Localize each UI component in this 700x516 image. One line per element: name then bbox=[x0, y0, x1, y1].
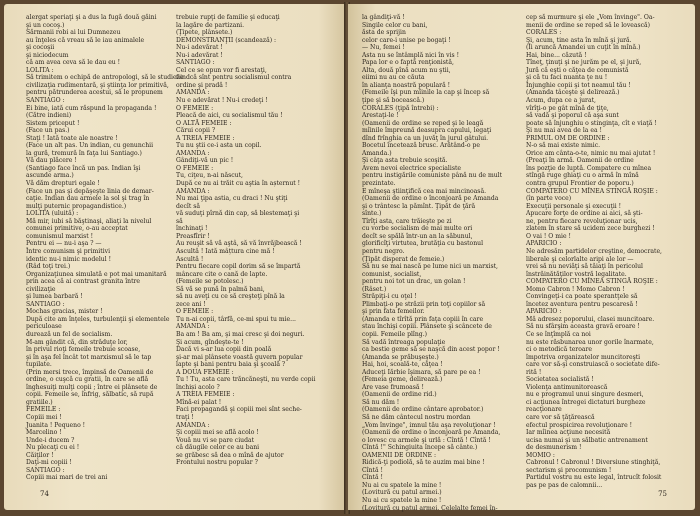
text-line: Gândiţi-vă un pic ! bbox=[176, 157, 234, 165]
left-column-2 bbox=[176, 14, 314, 467]
text-line: traţi ! bbox=[176, 413, 194, 421]
text-line: caţie. Indian dau armele la sol şi trag în bbox=[26, 195, 150, 203]
text-line: comunei primitive, o-au acceptat bbox=[26, 225, 128, 233]
text-line: Ne adresăm partidelor creştine, democrate, bbox=[526, 247, 662, 255]
text-line: Sărmanii robi ai lui Dumnezeu bbox=[26, 29, 121, 37]
text-line: Faci propagandă şi copiii mei sînt seche- bbox=[176, 406, 302, 414]
text-line: prin acea că ai contrast granita între bbox=[26, 278, 141, 286]
text-line: AMANDA : bbox=[176, 323, 210, 331]
text-line: să vadă şi poporul că aşa sunt bbox=[526, 112, 619, 120]
text-line: AMANDA : bbox=[176, 149, 210, 157]
text-line: civilizaţia rudimentară, şi ştiinţa lor primitivă, bbox=[26, 81, 169, 89]
right-page bbox=[348, 4, 695, 510]
left-page bbox=[4, 4, 346, 510]
text-line: Ridică-ţi podiolă, să te auzim mai bine ! bbox=[362, 459, 485, 467]
text-line: dînd frînghia ca un juvăţ în jurul gâtului. bbox=[362, 134, 489, 142]
text-line: Copiii mei ! bbox=[26, 413, 62, 421]
text-line: care vor să-şi construiască o societate dife- bbox=[526, 361, 660, 369]
text-line: (Face un pas.) bbox=[26, 127, 70, 135]
text-line: pentru noi tot un drac, un golan ! bbox=[362, 278, 466, 286]
text-line: Mînă-ei palat ! bbox=[176, 398, 222, 406]
text-line: Momo Cabron ! Momo Cabron ! bbox=[526, 285, 625, 293]
text-line: Juanita ! Pequeno ! bbox=[26, 421, 86, 429]
text-line: Cîntă !" Schingiuita începe să cânte.) bbox=[362, 444, 478, 452]
text-line: O FEMEIE : bbox=[176, 308, 214, 316]
text-line: (Amanda se prăbuşeşte.) bbox=[362, 353, 439, 361]
text-line: OAMENII DE ORDINE : bbox=[362, 451, 437, 459]
text-line: Au reuşit să vă aştâ, să vă învrăjbească ! bbox=[176, 240, 302, 248]
text-line: Tu, ciţeu, n-ai născut, bbox=[176, 172, 243, 180]
text-line: pas pe pas de calomnii... bbox=[526, 481, 603, 489]
text-line: ci acţiunea întregei dictaturi burgheze bbox=[526, 398, 646, 406]
text-line: Hai, bine... căzută ! bbox=[526, 51, 587, 59]
text-line: SANTIAGO : bbox=[26, 97, 65, 105]
text-line: COMPATERO CU MÎNEA STINGĂ ROŞIE : bbox=[526, 278, 658, 286]
text-line: Aduceţi Iărbie îşimara, să pare pe ea ! bbox=[362, 368, 481, 376]
text-line: închinaţi ! bbox=[176, 225, 208, 233]
text-line: Marcelino ! bbox=[26, 429, 62, 437]
text-line: copii. Femeile plîng.) bbox=[362, 330, 428, 338]
text-line: înghesuiţi mulţi copii ; între ei plânsete de bbox=[26, 383, 158, 391]
text-line: DEMONSTRANŢII (scandează) : bbox=[176, 36, 277, 44]
text-line: pentru negro. bbox=[362, 247, 405, 255]
text-line: Nu ai cu spatele la mine ! bbox=[362, 497, 442, 504]
text-line: o lovesc cu armele şi urlă : Cîntă ! Cîntă ! bbox=[362, 436, 491, 444]
text-line: Alta, două pînă acum nu ştii, bbox=[362, 66, 451, 74]
right-page-number: 75 bbox=[658, 490, 667, 498]
text-line: Tîrîţi asta, care trăieşte pe zi bbox=[362, 217, 452, 225]
text-line: Vă dăm drepturi egale ! bbox=[26, 180, 100, 188]
text-line: tupilate. bbox=[26, 361, 52, 369]
text-line: Acum, dupa ce a jurat, bbox=[526, 97, 596, 105]
text-line: şi cocoşii bbox=[26, 44, 55, 52]
text-line: Mă adresez poporului, clasei muncitoare. bbox=[526, 315, 655, 323]
text-line: Nu-i adevărat ! bbox=[176, 44, 223, 52]
text-line: (Femeia geme, delirează.) bbox=[362, 376, 443, 384]
text-line: durează un fel de socialism. bbox=[26, 330, 113, 338]
text-line: Căiţilor ! bbox=[26, 451, 54, 459]
text-line: şi-ar mai plânsete voastă guvern popular bbox=[176, 353, 303, 361]
text-line: Şi câţa asta trebuie scoşită. bbox=[362, 157, 448, 165]
text-line: şi o trântesc la pămînt. Ţipăt de ţără bbox=[362, 202, 476, 210]
text-line: O ALTĂ FEMEIE : bbox=[176, 119, 232, 127]
text-line: îns pozţie de luptă. Compatere cu mînea bbox=[526, 164, 652, 172]
left-column-1 bbox=[26, 14, 184, 482]
text-line: Singile celor cu bani, bbox=[362, 21, 428, 29]
text-line: Tu n-ai copii, târfă, ce-mi spui tu mie... bbox=[176, 315, 296, 323]
text-line: Şi, acum, tine asta în mînă şi jură. bbox=[526, 36, 632, 44]
text-line: şi că tu faci nuanta ţe nu ! bbox=[526, 74, 608, 82]
text-line: SANTIAGO : bbox=[176, 59, 215, 67]
text-line: Şi nu mai avea de la ea ! bbox=[526, 127, 602, 135]
text-line: AMANDA : bbox=[176, 421, 210, 429]
text-line: ne, pentru fiecare revoluţionar ucis, bbox=[526, 217, 638, 225]
text-line: Între comunism şi primitivi bbox=[26, 247, 111, 255]
text-line: Organizaţiunea simulată e pot mai umanitară bbox=[26, 270, 167, 278]
text-line: alergat speriaţi şi a dus la fugă două găini bbox=[26, 14, 157, 21]
text-line: Cabronul ! Cabronul ! Diversiune stinghiţă, bbox=[526, 459, 661, 467]
text-line: prezintate. bbox=[362, 180, 396, 188]
text-line: Mochas gracias, mister ! bbox=[26, 308, 103, 316]
text-line: să nu aveţi cu ce să creşteţi pînă la bbox=[176, 293, 285, 301]
text-line: menii de ordine se reped să le lovească) bbox=[526, 21, 651, 29]
text-line: Frontului nostru popular ? bbox=[176, 459, 258, 467]
text-line: cu vorbe socialism de mai multe ori bbox=[362, 225, 473, 233]
text-line: să bbox=[176, 217, 183, 225]
text-line: PRIMUL OM DE ORDINE : bbox=[526, 134, 610, 142]
text-line: ţipe şi să bocească.) bbox=[362, 97, 425, 105]
text-line: Violenţa antimunitorească bbox=[526, 383, 608, 391]
text-line: Sistem priceput ! bbox=[26, 119, 80, 127]
text-line: Nu ai cu spatele la mine ! bbox=[362, 481, 442, 489]
text-line: pentru pătrunderea acestui, să le propunem bbox=[26, 89, 163, 97]
text-line: (Femeile se potolesc.) bbox=[176, 278, 244, 286]
text-line: stîngă ruge ghiaţi cu o armă în mînă bbox=[526, 172, 639, 180]
text-line: mâncare cite o cană de lapte. bbox=[176, 270, 268, 278]
text-line: încetez aventura pentru pescaresă ! bbox=[526, 300, 638, 308]
text-line: civilizaţie bbox=[26, 285, 56, 293]
text-line: (Oamenii de ordine rid.) bbox=[362, 391, 437, 399]
text-line: periculoase bbox=[26, 323, 62, 331]
text-line: După cite am înţeles, turbulenţii şi elementele bbox=[26, 315, 170, 323]
text-line: vrei să nu neviăţi să tăiaţi în pericolul bbox=[526, 263, 644, 271]
text-line: O vai ! O mie ! bbox=[526, 232, 571, 240]
text-line: CORALES : bbox=[526, 29, 562, 37]
text-line: în alianţa noastră populară ! bbox=[362, 81, 451, 89]
text-line: Cel ce se opun vor fi arestaţi, bbox=[176, 66, 267, 74]
text-line: LOLITA (uluită) : bbox=[26, 210, 79, 218]
text-line: (Prin mersi trece, împinsă de Oamenii de bbox=[26, 368, 154, 376]
text-line: stau închişi copiii. Plânsete şi scâncete de bbox=[362, 323, 492, 331]
text-line: A DOUA FEMEIE : bbox=[176, 368, 234, 376]
text-line: LOLITA : bbox=[26, 66, 54, 74]
text-line: (Face un alt pas. Un indian, cu genunchii bbox=[26, 142, 154, 150]
text-line: nu este răsbunarea unor gorile înarmate, bbox=[526, 338, 654, 346]
text-line: Să ne dăm cântecul nostru mordan bbox=[362, 413, 471, 421]
text-line: Papa lor e o faptă renţionistă, bbox=[362, 59, 454, 67]
text-line: CORALES (ţipă întrebi) : bbox=[362, 104, 439, 112]
text-line: (Îi aruncă Amandei un cuţit în mînă.) bbox=[526, 44, 641, 52]
text-line: Tu ! Tu, asta care trăncăneşti, nu verde copii bbox=[176, 376, 316, 384]
text-line: în privul rioţi femeile trebuie scoase, bbox=[26, 346, 141, 354]
text-line: (Râd toţi trei.) bbox=[26, 263, 71, 271]
text-line: Are vase frumoasă ! bbox=[362, 383, 424, 391]
text-line: glorificîţi virtutea, brutăţia cu bastonul bbox=[362, 240, 484, 248]
text-line: vîrîţi-o pe gât mînă de ţiţe, bbox=[526, 104, 609, 112]
text-line: liberale şi celorlalte aripi ale lor — bbox=[526, 255, 634, 263]
text-line: fiindcă sînt pentru socialismul contra bbox=[176, 74, 292, 82]
text-line: Să nu dăm ! bbox=[362, 398, 400, 406]
text-line: SANTIAGO : bbox=[26, 300, 65, 308]
text-line: ucisa numai şi un sălbatic antrenament bbox=[526, 436, 648, 444]
text-line: Avem nevoi electrice specialiste bbox=[362, 164, 461, 172]
text-line: (Către indieni) bbox=[26, 112, 72, 120]
text-line: Jură că eşti o căţea de comunistă bbox=[526, 66, 629, 74]
text-line: vă suduţi pîrnă din cap, să blestemaţi şi bbox=[176, 210, 300, 218]
text-line: că am avea ceva să le dau eu ! bbox=[26, 59, 121, 67]
text-line: Ce se înţîmplă ca noi bbox=[526, 330, 591, 338]
text-line: trebuie rupţi de familie şi educaţi bbox=[176, 14, 280, 21]
text-line: lapte şi bani pentru baia şi şcoală ? bbox=[176, 361, 286, 369]
text-line: sînte.) bbox=[362, 210, 382, 218]
text-line: Tu nu ştii ce-i asta un copil. bbox=[176, 142, 262, 150]
text-line: zlatem în stare să ucidem zece burghezi ! bbox=[526, 225, 655, 233]
text-line: Străpiţi-i cu oţel ! bbox=[362, 293, 417, 301]
text-line: Nu plecaţi cu ei ! bbox=[26, 444, 80, 452]
text-line: Bocetul încetează brusc. Arătând-o pe bbox=[362, 142, 480, 150]
right-column-2 bbox=[526, 14, 664, 489]
text-line: (Oamenii de ordine o înconjoară pe Amanda bbox=[362, 195, 499, 203]
text-line: Să vadă întreaga populaţie bbox=[362, 338, 446, 346]
text-line: Să trimitem o echipă de antropologi, să le studieze bbox=[26, 74, 184, 82]
text-line: (Ţipete, plânsete.) bbox=[176, 29, 233, 37]
text-line: (Preaţi în armă. Oamenii de ordine bbox=[526, 157, 634, 165]
text-line: Apucare forţe de ordine ai aici, să şti- bbox=[526, 210, 643, 218]
text-line: Daţi-mi copiii ! bbox=[26, 459, 72, 467]
text-line: reacţionare bbox=[526, 406, 562, 414]
text-line: Iar mîinea acţiune necesită bbox=[526, 429, 611, 437]
text-line: (Oamenii de ordine se reped şi le leagă bbox=[362, 119, 484, 127]
text-line: sectarism şi procomunism ! bbox=[526, 466, 612, 474]
text-line: (Face un pas şi depăşeşte linia de demar- bbox=[26, 187, 154, 195]
text-line: ăsta de sprijin bbox=[362, 29, 406, 37]
text-line: Cărui copii ? bbox=[176, 127, 216, 135]
text-line: SANTIAGO : bbox=[26, 466, 65, 474]
text-line: Să nu se mai nască pe lume nici un marxist, bbox=[362, 263, 498, 271]
text-line: Arestaţi-le ! bbox=[362, 112, 399, 120]
text-line: mulţi puternic propagandistice.) bbox=[26, 202, 127, 210]
text-line: Şi acum, gîndeşte-te ! bbox=[176, 338, 244, 346]
text-line: A TREIA FEMEIE : bbox=[176, 134, 235, 142]
text-line: pentru instigările comuniste până nu de mult bbox=[362, 172, 503, 180]
text-line: Nu mai ţipa astia, cu draci ! Nu ştiţi bbox=[176, 195, 288, 203]
text-line: Unde-i ducem ? bbox=[26, 436, 75, 444]
text-line: Să nu sfârşim aceasta gravă eroare ! bbox=[526, 323, 640, 331]
text-line: COMPATERO CU MÎNEA STINGĂ ROŞIE : bbox=[526, 187, 658, 195]
text-line: Vouă nu vi se pare ciudat bbox=[176, 436, 255, 444]
text-line: AMANDA : bbox=[176, 89, 210, 97]
text-line: Amanda.) bbox=[362, 149, 392, 157]
text-line: Cîntă ! bbox=[362, 466, 384, 474]
text-line: Pentru fiecare copil dorim să se împartă bbox=[176, 263, 301, 271]
text-line: Pleacă de aici, cu socialismul tău ! bbox=[176, 112, 283, 120]
text-line: — Nu, femei ! bbox=[362, 44, 405, 52]
text-line: Plimbaţi-o pe străzii prin toţi copiilor să bbox=[362, 300, 486, 308]
text-line: (Femeile îşi pun mîinile la cap şi încep să bbox=[362, 89, 490, 97]
text-line: MOMIO : bbox=[526, 451, 555, 459]
text-line: (Oamenii de ordine o înconjoară pe Amanda, bbox=[362, 429, 501, 437]
text-line: şi un cocoş.) bbox=[26, 21, 65, 29]
text-line: N-o să mai existe nimic. bbox=[526, 142, 601, 150]
text-line: O FEMEIE : bbox=[176, 164, 214, 172]
text-line: Execuţii personale şi execuţii ! bbox=[526, 202, 622, 210]
text-line: ordine, o cuşcă cu gratii, în care se află bbox=[26, 376, 149, 384]
text-line: Hai, hoi, scoală-te, căţea ! bbox=[362, 361, 443, 369]
text-line: Ascultă ! Iată mâțtura cine mă ! bbox=[176, 247, 275, 255]
text-line: Şi copiii mei se află acolo ! bbox=[176, 429, 259, 437]
text-line: şi în aşa fel încât tot marxismul să le tap bbox=[26, 353, 152, 361]
text-line: şi lumea barbară ! bbox=[26, 293, 83, 301]
text-line: împotriva organizatelor muncitoreşti bbox=[526, 353, 641, 361]
text-line: înstrăinătăţilor vostră legalitate. bbox=[526, 270, 627, 278]
text-line: poate să înjunghiu o stinginţa, cît e viaţă ! bbox=[526, 119, 657, 127]
text-line: A TREIA FEMEIE : bbox=[176, 391, 235, 399]
text-line: (Santiago face încă un pas. Indian îşi bbox=[26, 164, 141, 172]
text-line: Staţi ! Iată toate ale noastre ! bbox=[26, 134, 118, 142]
text-line: APARICIO : bbox=[526, 240, 562, 248]
text-line: Copiii mai mari de trei ani bbox=[26, 474, 108, 482]
text-line: şi niciodecum bbox=[26, 51, 69, 59]
text-line: Convingeţi-i ca poate sperantţele să bbox=[526, 293, 638, 301]
text-line: Asta nu se întâmplă nici în vis ! bbox=[362, 51, 460, 59]
text-line: Mă mir, iubi să băştinaşi, aliaţi la nivelul bbox=[26, 217, 152, 225]
text-line: FEMEILE : bbox=[26, 406, 61, 414]
text-line: identic nu-i nimic modelul ! bbox=[26, 255, 112, 263]
text-line: de desmunerism ! bbox=[526, 444, 582, 452]
text-line: că dăugile celor ce au bani bbox=[176, 444, 260, 452]
text-line: (Amanda tâceşte şi delirează.) bbox=[526, 89, 620, 97]
text-line: Vă dau plăcere ! bbox=[26, 157, 77, 165]
text-line: comunismul marxist ! bbox=[26, 232, 94, 240]
text-line: închiși acolo ? bbox=[176, 383, 220, 391]
text-line: decît să bbox=[176, 202, 201, 210]
text-line: au înţeles că vreau să le iau animalele bbox=[26, 36, 145, 44]
text-line: eiimi nu au ce căuta bbox=[362, 74, 425, 82]
text-line: „Vom învinge", imnul tău aşa revoluţionar ! bbox=[362, 421, 496, 429]
text-line: contra grupul Frontier de poporu.) bbox=[526, 180, 634, 188]
text-line: care vor să ţăţărească bbox=[526, 413, 595, 421]
text-line: O FEMEIE : bbox=[176, 104, 214, 112]
text-line: (Lovitură cu patul armei.) bbox=[362, 489, 442, 497]
text-line: ci o metodică teroare bbox=[526, 346, 593, 354]
text-line: comunist, socialist, bbox=[362, 270, 422, 278]
text-line: Nu-i adevărat ! bbox=[176, 51, 223, 59]
text-line: (Ţipăt disperat de femeie.) bbox=[362, 255, 445, 263]
text-line: se grăbesc să dea o mînă de ajutor bbox=[176, 451, 284, 459]
text-line: Ascultă ! bbox=[176, 255, 204, 263]
text-line: (Râset.) bbox=[362, 285, 387, 293]
text-line: Tîneţ, ţinuţi şi ne jurăm pe el, şi jură, bbox=[526, 59, 642, 67]
text-line: nu e programul unui singure desmeri, bbox=[526, 391, 644, 399]
text-line: Pentru ei — nu-i aşa ? — bbox=[26, 240, 102, 248]
text-line: Societatea socialistă ! bbox=[526, 376, 594, 384]
text-line: După ce nu ai trăit cu aştia în așternut ! bbox=[176, 180, 301, 188]
text-line: celor care-i unise pe bogaţi ! bbox=[362, 36, 451, 44]
text-line: şi prin fata femeilor. bbox=[362, 308, 425, 316]
text-line: Înjunghie copii şi tot neamul tău ! bbox=[526, 81, 631, 89]
text-line: efectul prospicirea revoluţionare ! bbox=[526, 421, 633, 429]
text-line: (în parte voce) bbox=[526, 195, 572, 203]
text-line: Cîntă ! bbox=[362, 474, 384, 482]
text-line: (Lovitură cu patul armei. Celelalte femei în- bbox=[362, 504, 498, 512]
text-line: rită ! bbox=[526, 368, 542, 376]
text-line: (Amanda e tîrîtă prin faţa copiii în care bbox=[362, 315, 484, 323]
text-line: Să vă se pună în palmă bani, bbox=[176, 285, 265, 293]
text-line: APARICIO : bbox=[526, 308, 562, 316]
text-line: la gură, tremură în faţa lui Santiago.) bbox=[26, 149, 142, 157]
text-line: ascunde arma.) bbox=[26, 172, 74, 180]
text-line: Preasfîrir ! bbox=[176, 232, 210, 240]
text-line: Nu e adevărat ! Nu-i credeţi ! bbox=[176, 97, 268, 105]
text-line: ordine şi pradă ! bbox=[176, 81, 228, 89]
text-line: decît se spălă într-un an la săbunul, bbox=[362, 232, 473, 240]
text-line: AMANDA : bbox=[176, 187, 210, 195]
text-line: Partidul vostru nu este legal, întrucît folosit bbox=[526, 474, 662, 482]
text-line: M-am gândit că, din străduţe lor, bbox=[26, 338, 128, 346]
text-line: la lagăre de partizani. bbox=[176, 21, 245, 29]
text-line: gratiile.) bbox=[26, 398, 53, 406]
text-line: zece ani ! bbox=[176, 300, 206, 308]
text-line: la gândiţi-vă ! bbox=[362, 14, 405, 21]
text-line: Ei bine, iată cum răspund la propaganda ! bbox=[26, 104, 157, 112]
text-line: copii. Femeile se, înfrig, sălbatic, să rupă bbox=[26, 391, 154, 399]
text-line: ca bestie geme să se naşcă din acest popor ! bbox=[362, 346, 500, 354]
text-line: (Oamenii de ordine cântare aprobator.) bbox=[362, 406, 484, 414]
right-column-1 bbox=[362, 14, 503, 512]
text-line: Dacă vi s-ar lua copii din poală bbox=[176, 346, 272, 354]
text-line: Ba am ! Ba am, şi mai cresc şi doi neguri. bbox=[176, 330, 305, 338]
text-line: mîinile împreună deasupra capului, legaţi bbox=[362, 127, 492, 135]
text-line: E mîneşa ştiinţifică cea mai mincinoasă. bbox=[362, 187, 487, 195]
text-line: cep să murmure şi ele „Vom învinge". Oa- bbox=[526, 14, 655, 21]
text-line: Orice am cânta-o-te, nimic nu mai ajutat ! bbox=[526, 149, 656, 157]
left-page-number: 74 bbox=[40, 490, 49, 498]
